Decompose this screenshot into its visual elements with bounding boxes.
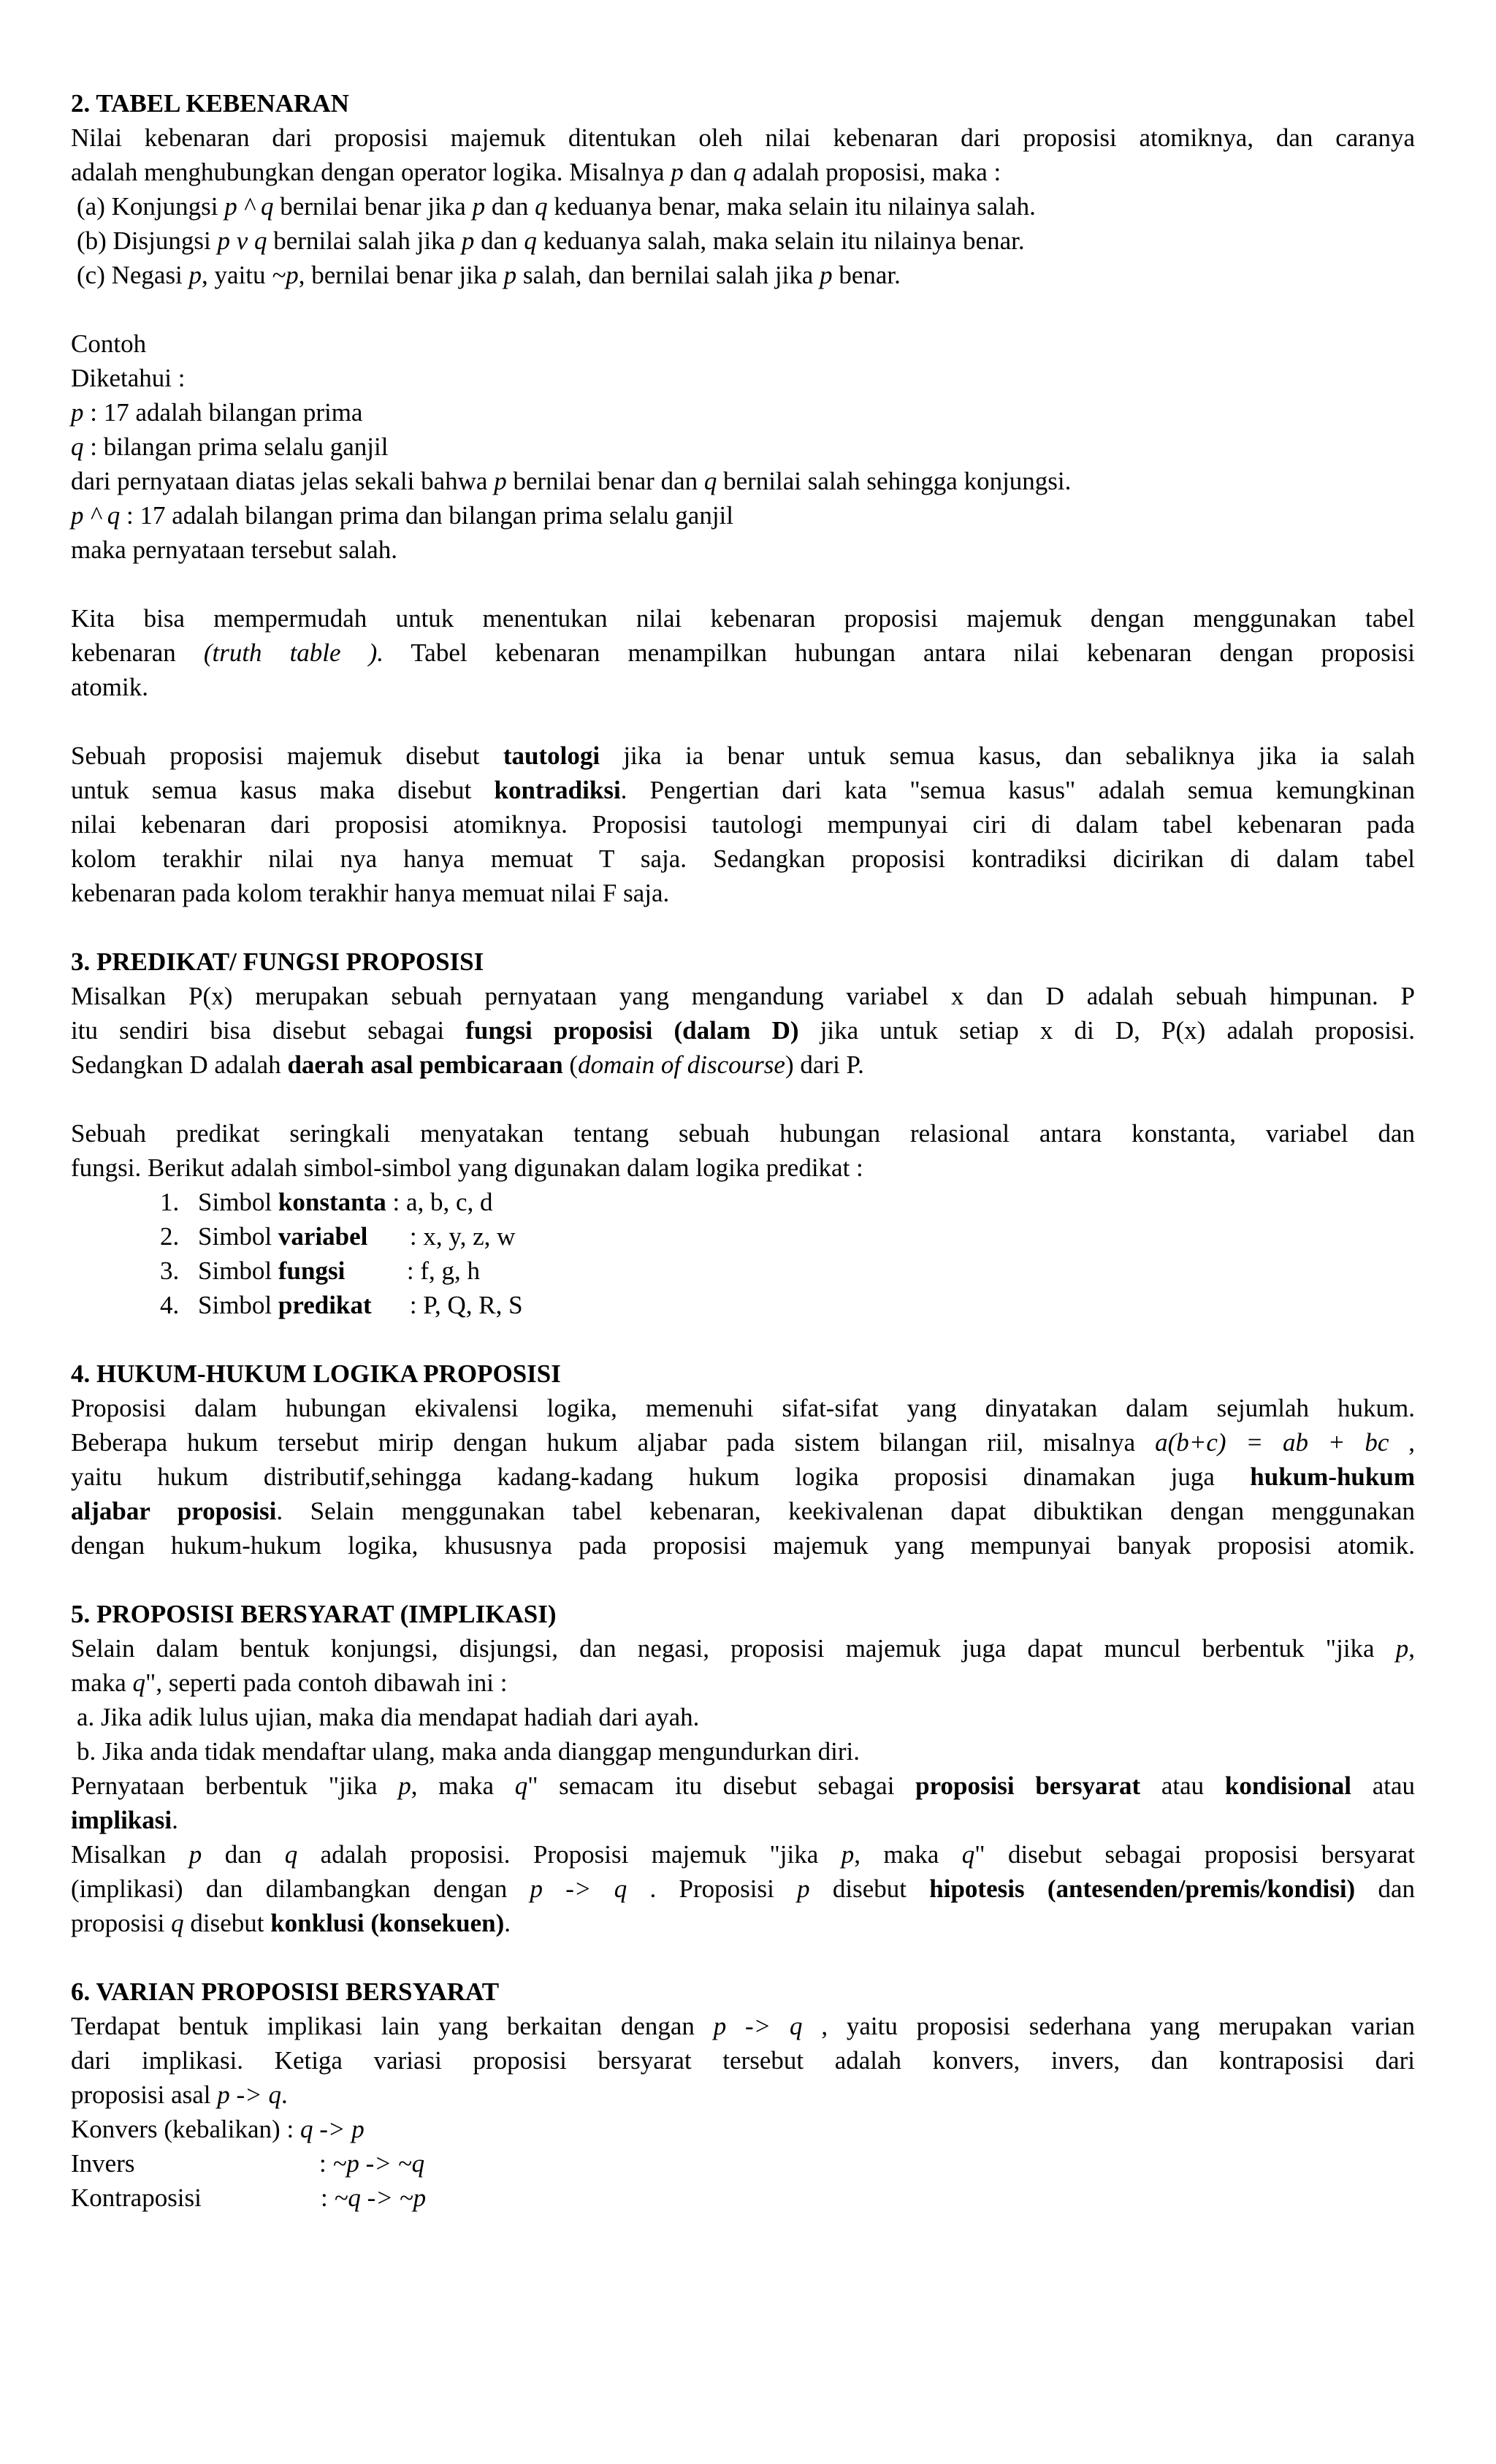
s2-tautology-line-4: kolom terakhir nilai nya hanya memuat T saja. Sedangkan proposisi kontradiksi dicirikan di dalam tabel [71, 844, 1415, 873]
s2-tautology-line-1: Sebuah proposisi majemuk disebut tautologi jika ia benar untuk semua kasus, dan sebaliknya jika ia salah [71, 741, 1415, 770]
section-4-heading: 4. HUKUM-HUKUM LOGIKA PROPOSISI [71, 1359, 561, 1388]
s5-line-1: Selain dalam bentuk konjungsi, disjungsi, dan negasi, proposisi majemuk juga dapat muncul berbentuk "jika p, [71, 1634, 1415, 1663]
s2-pq-definition: p ^ q : 17 adalah bilangan prima dan bilangan prima selalu ganjil [71, 501, 734, 530]
s3-symbol-item: 2. Simbol variabel : x, y, z, w [160, 1222, 516, 1251]
s6-line-1: Terdapat bentuk implikasi lain yang berkaitan dengan p -> q , yaitu proposisi sederhana yang merupakan varian [71, 2012, 1415, 2040]
section-2-heading: 2. TABEL KEBENARAN [71, 89, 349, 118]
s2-truth-table-line-2: kebenaran (truth table ). Tabel kebenaran menampilkan hubungan antara nilai kebenaran dengan proposisi [71, 638, 1415, 667]
s6-kontraposisi: Kontraposisi : ~q -> ~p [71, 2183, 427, 2212]
s4-line-1: Proposisi dalam hubungan ekivalensi logika, memenuhi sifat-sifat yang dinyatakan dalam sejumlah hukum. [71, 1394, 1415, 1422]
s2-diketahui: Diketahui : [71, 364, 186, 392]
s5-line-2: maka q", seperti pada contoh dibawah ini : [71, 1668, 508, 1697]
s5-line-7: proposisi q disebut konklusi (konsekuen). [71, 1909, 511, 1937]
s2-intro-line-2: adalah menghubungkan dengan operator logika. Misalnya p dan q adalah proposisi, maka : [71, 158, 1001, 186]
section-5-heading: 5. PROPOSISI BERSYARAT (IMPLIKASI) [71, 1600, 557, 1628]
s3-symbol-item: 3. Simbol fungsi : f, g, h [160, 1256, 481, 1285]
s2-p-definition: p : 17 adalah bilangan prima [71, 398, 363, 427]
s3-predicate-line-2: fungsi. Berikut adalah simbol-simbol yang digunakan dalam logika predikat : [71, 1153, 863, 1182]
s2-truth-table-line-1: Kita bisa mempermudah untuk menentukan nilai kebenaran proposisi majemuk dengan menggunakan tabel [71, 604, 1415, 633]
s2-tautology-line-5: kebenaran pada kolom terakhir hanya memuat nilai F saja. [71, 879, 670, 907]
s4-line-4: aljabar proposisi. Selain menggunakan tabel kebenaran, keekivalenan dapat dibuktikan dengan menggunakan [71, 1497, 1415, 1525]
s5-line-6: (implikasi) dan dilambangkan dengan p -> q . Proposisi p disebut hipotesis (antesenden/premis/kondisi) dan [71, 1874, 1415, 1903]
s3-line-1: Misalkan P(x) merupakan sebuah pernyataan yang mengandung variabel x dan D adalah sebuah himpunan. P [71, 982, 1415, 1010]
s4-line-3: yaitu hukum distributif,sehingga kadang-kadang hukum logika proposisi dinamakan juga hukum-hukum [71, 1462, 1415, 1491]
s6-line-2: dari implikasi. Ketiga variasi proposisi bersyarat tersebut adalah konvers, invers, dan kontraposisi dari [71, 2046, 1415, 2075]
s3-predicate-line-1: Sebuah predikat seringkali menyatakan tentang sebuah hubungan relasional antara konstanta, variabel dan [71, 1119, 1415, 1148]
s5-line-4: implikasi. [71, 1806, 178, 1834]
s6-invers: Invers : ~p -> ~q [71, 2149, 425, 2178]
s2-conclusion-line: dari pernyataan diatas jelas sekali bahwa p bernilai benar dan q bernilai salah sehingga konjungsi. [71, 467, 1072, 495]
s2-tautology-line-3: nilai kebenaran dari proposisi atomiknya. Proposisi tautologi mempunyai ciri di dalam tabel kebenaran pada [71, 810, 1415, 839]
s5-example-a: a. Jika adik lulus ujian, maka dia mendapat hadiah dari ayah. [77, 1703, 700, 1731]
s2-item-b: (b) Disjungsi p v q bernilai salah jika p dan q keduanya salah, maka selain itu nilainya benar. [77, 226, 1025, 255]
s4-line-5: dengan hukum-hukum logika, khususnya pada proposisi majemuk yang mempunyai banyak proposisi atomik. [71, 1531, 1415, 1560]
s2-item-a: (a) Konjungsi p ^ q bernilai benar jika p dan q keduanya benar, maka selain itu nilainya salah. [77, 192, 1036, 221]
s5-line-5: Misalkan p dan q adalah proposisi. Proposisi majemuk "jika p, maka q" disebut sebagai proposisi bersyarat [71, 1840, 1415, 1869]
s5-line-3: Pernyataan berbentuk "jika p, maka q" semacam itu disebut sebagai proposisi bersyarat atau kondisional atau [71, 1771, 1415, 1800]
s2-tautology-line-2: untuk semua kasus maka disebut kontradiksi. Pengertian dari kata "semua kasus" adalah semua kemungkinan [71, 776, 1415, 804]
s2-intro-line-1: Nilai kebenaran dari proposisi majemuk ditentukan oleh nilai kebenaran dari proposisi atomiknya, dan caranya [71, 123, 1415, 152]
s3-line-2: itu sendiri bisa disebut sebagai fungsi proposisi (dalam D) jika untuk setiap x di D, P(x) adalah proposisi. [71, 1016, 1416, 1045]
s5-example-b: b. Jika anda tidak mendaftar ulang, maka anda dianggap mengundurkan diri. [77, 1737, 860, 1766]
s4-line-2: Beberapa hukum tersebut mirip dengan hukum aljabar pada sistem bilangan riil, misalnya a(b+c) = ab + bc , [71, 1428, 1416, 1457]
s3-symbol-item: 4. Simbol predikat : P, Q, R, S [160, 1291, 523, 1319]
s2-q-definition: q : bilangan prima selalu ganjil [71, 432, 389, 461]
s3-line-3: Sedangkan D adalah daerah asal pembicaraan (domain of discourse) dari P. [71, 1050, 864, 1079]
s6-line-3: proposisi asal p -> q. [71, 2080, 288, 2109]
s2-item-c: (c) Negasi p, yaitu ~p, bernilai benar jika p salah, dan bernilai salah jika p benar. [77, 261, 901, 289]
s2-maka: maka pernyataan tersebut salah. [71, 535, 398, 564]
s3-symbol-item: 1. Simbol konstanta : a, b, c, d [160, 1188, 493, 1216]
document-body [71, 86, 1415, 2215]
section-6-heading: 6. VARIAN PROPOSISI BERSYARAT [71, 1977, 500, 2006]
s6-konvers: Konvers (kebalikan) : q -> p [71, 2115, 365, 2143]
section-3-heading: 3. PREDIKAT/ FUNGSI PROPOSISI [71, 947, 484, 976]
s2-truth-table-line-3: atomik. [71, 673, 148, 701]
s2-contoh: Contoh [71, 329, 147, 358]
